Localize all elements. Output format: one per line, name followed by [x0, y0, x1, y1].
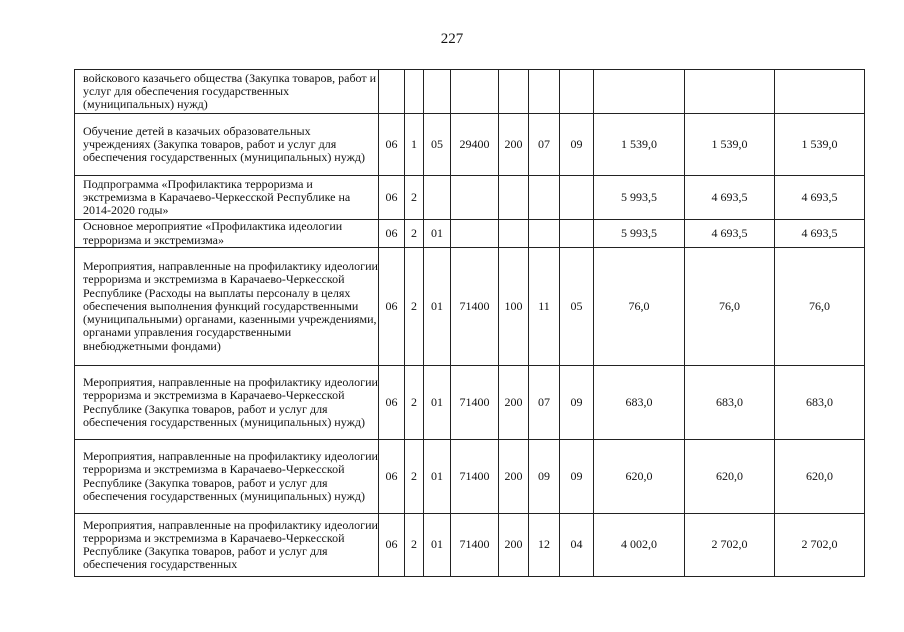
section-code: 06 — [379, 176, 405, 220]
division-code: 11 — [529, 248, 560, 366]
subprogram-code: 2 — [405, 514, 424, 577]
table-row — [75, 176, 865, 220]
amount-year-1: 5 993,5 — [594, 220, 685, 248]
measure-code — [424, 70, 451, 114]
division-code: 07 — [529, 366, 560, 440]
expense-type-code: 100 — [499, 248, 529, 366]
direction-code: 71400 — [451, 366, 499, 440]
amount-year-2: 2 702,0 — [685, 514, 775, 577]
division-code — [529, 176, 560, 220]
direction-code: 71400 — [451, 248, 499, 366]
subprogram-code: 2 — [405, 366, 424, 440]
amount-year-2 — [685, 70, 775, 114]
measure-code: 01 — [424, 220, 451, 248]
row-description: Мероприятия, направленные на профилактику идеологии терроризма и экстремизма в Карачаево-Черкесской Республике (Закупка товаров, работ и услуг для обеспечения государственных — [75, 514, 379, 577]
amount-year-2: 683,0 — [685, 366, 775, 440]
subprogram-code: 2 — [405, 440, 424, 514]
amount-year-3: 4 693,5 — [775, 220, 865, 248]
division-code: 12 — [529, 514, 560, 577]
subdivision-code — [560, 220, 594, 248]
direction-code — [451, 70, 499, 114]
direction-code — [451, 176, 499, 220]
section-code: 06 — [379, 114, 405, 176]
expense-type-code: 200 — [499, 114, 529, 176]
amount-year-3: 683,0 — [775, 366, 865, 440]
amount-year-1: 5 993,5 — [594, 176, 685, 220]
subdivision-code: 09 — [560, 366, 594, 440]
table-body — [75, 70, 865, 577]
amount-year-1: 4 002,0 — [594, 514, 685, 577]
amount-year-1: 683,0 — [594, 366, 685, 440]
table-row — [75, 514, 865, 577]
expense-type-code: 200 — [499, 514, 529, 577]
row-description: войскового казачьего общества (Закупка товаров, работ и услуг для обеспечения государственных (муниципальных) нужд) — [75, 70, 379, 114]
division-code — [529, 70, 560, 114]
amount-year-2: 4 693,5 — [685, 220, 775, 248]
subdivision-code: 09 — [560, 440, 594, 514]
amount-year-2: 4 693,5 — [685, 176, 775, 220]
measure-code: 01 — [424, 440, 451, 514]
direction-code: 29400 — [451, 114, 499, 176]
row-description: Мероприятия, направленные на профилактику идеологии терроризма и экстремизма в Карачаево-Черкесской Республике (Расходы на выплаты персоналу в целях обеспечения выполнения функций государственными (муниципальными) органами, казенными учреждениями, органами управления государственными внебюджетными фондами) — [75, 248, 379, 366]
measure-code — [424, 176, 451, 220]
direction-code — [451, 220, 499, 248]
subdivision-code: 05 — [560, 248, 594, 366]
expense-type-code — [499, 176, 529, 220]
section-code: 06 — [379, 366, 405, 440]
measure-code: 01 — [424, 366, 451, 440]
amount-year-2: 76,0 — [685, 248, 775, 366]
division-code: 07 — [529, 114, 560, 176]
subdivision-code — [560, 176, 594, 220]
row-description: Мероприятия, направленные на профилактику идеологии терроризма и экстремизма в Карачаево-Черкесской Республике (Закупка товаров, работ и услуг для обеспечения государственных (муниципальных) нужд) — [75, 440, 379, 514]
division-code — [529, 220, 560, 248]
amount-year-1: 620,0 — [594, 440, 685, 514]
table-row — [75, 114, 865, 176]
subprogram-code: 2 — [405, 220, 424, 248]
subprogram-code: 2 — [405, 248, 424, 366]
subprogram-code: 2 — [405, 176, 424, 220]
amount-year-3: 1 539,0 — [775, 114, 865, 176]
amount-year-1 — [594, 70, 685, 114]
section-code — [379, 70, 405, 114]
direction-code: 71400 — [451, 514, 499, 577]
amount-year-3: 2 702,0 — [775, 514, 865, 577]
budget-table — [74, 69, 865, 577]
page-number: 227 — [440, 31, 464, 47]
amount-year-1: 1 539,0 — [594, 114, 685, 176]
expense-type-code — [499, 220, 529, 248]
measure-code: 01 — [424, 248, 451, 366]
row-description: Основное мероприятие «Профилактика идеологии терроризма и экстремизма» — [75, 220, 379, 248]
amount-year-2: 620,0 — [685, 440, 775, 514]
row-description: Мероприятия, направленные на профилактику идеологии терроризма и экстремизма в Карачаево-Черкесской Республике (Закупка товаров, работ и услуг для обеспечения государственных (муниципальных) нужд) — [75, 366, 379, 440]
expense-type-code: 200 — [499, 366, 529, 440]
amount-year-3: 76,0 — [775, 248, 865, 366]
direction-code: 71400 — [451, 440, 499, 514]
expense-type-code: 200 — [499, 440, 529, 514]
subdivision-code — [560, 70, 594, 114]
table-left-border — [74, 69, 75, 576]
table-row — [75, 70, 865, 114]
subprogram-code: 1 — [405, 114, 424, 176]
amount-year-1: 76,0 — [594, 248, 685, 366]
measure-code: 05 — [424, 114, 451, 176]
section-code: 06 — [379, 514, 405, 577]
row-description: Обучение детей в казачьих образовательных учреждениях (Закупка товаров, работ и услуг для обеспечения государственных (муниципальных) нужд) — [75, 114, 379, 176]
amount-year-3: 4 693,5 — [775, 176, 865, 220]
division-code: 09 — [529, 440, 560, 514]
table-row — [75, 220, 865, 248]
amount-year-3 — [775, 70, 865, 114]
amount-year-3: 620,0 — [775, 440, 865, 514]
table-row — [75, 440, 865, 514]
subdivision-code: 09 — [560, 114, 594, 176]
subdivision-code: 04 — [560, 514, 594, 577]
table-row — [75, 366, 865, 440]
section-code: 06 — [379, 220, 405, 248]
table-row — [75, 248, 865, 366]
row-description: Подпрограмма «Профилактика терроризма и экстремизма в Карачаево-Черкесской Республике на 2014-2020 годы» — [75, 176, 379, 220]
subprogram-code — [405, 70, 424, 114]
expense-type-code — [499, 70, 529, 114]
section-code: 06 — [379, 440, 405, 514]
section-code: 06 — [379, 248, 405, 366]
amount-year-2: 1 539,0 — [685, 114, 775, 176]
measure-code: 01 — [424, 514, 451, 577]
